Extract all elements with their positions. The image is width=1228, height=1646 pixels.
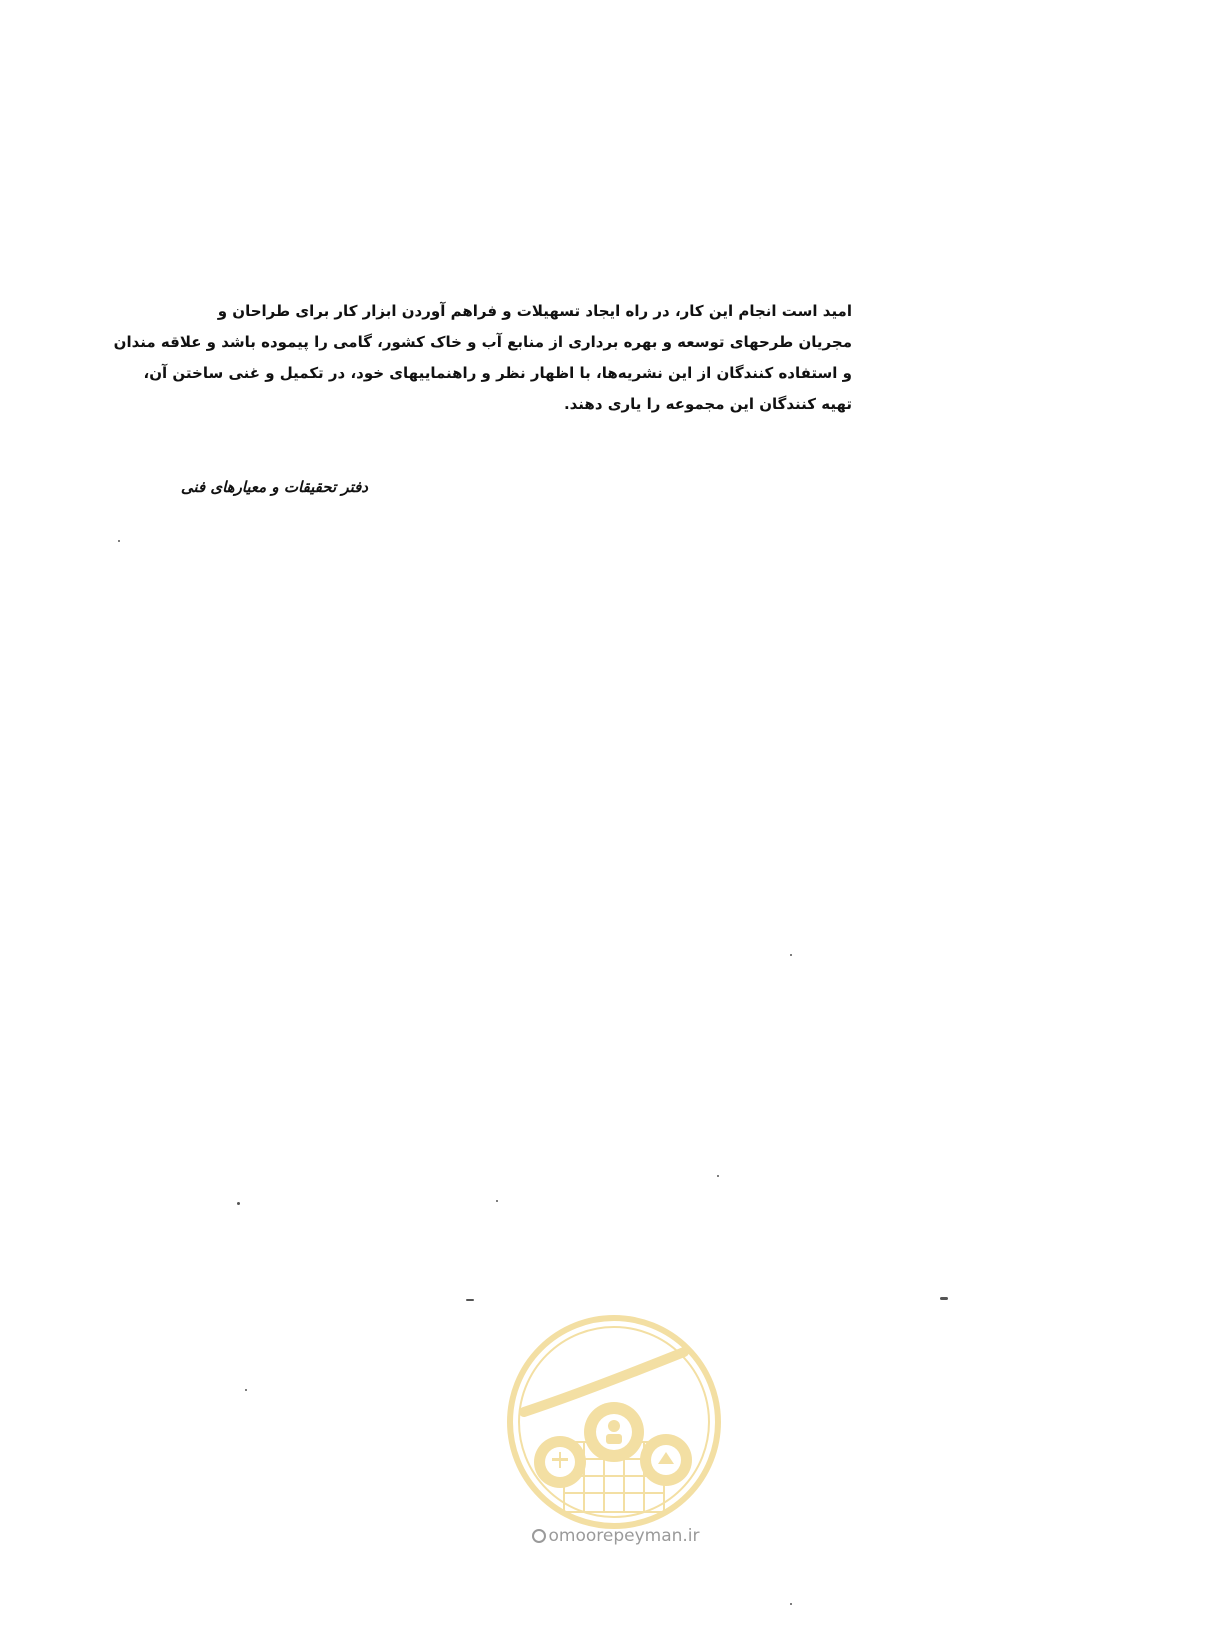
body-line: مجریان طرحهای توسعه و بهره برداری از منابع آب و خاک کشور، گامی را پیموده باشد و علاقه مندان	[113, 333, 852, 351]
watermark-url-text: omoorepeyman.ir	[548, 1526, 700, 1546]
scan-speck	[790, 954, 792, 956]
scan-speck	[496, 1200, 498, 1202]
watermark-url	[516, 1526, 716, 1546]
scan-speck	[245, 1389, 247, 1391]
scan-speck	[466, 1299, 474, 1301]
signature: دفتر تحقیقات و معیارهای فنی	[180, 478, 368, 496]
scan-speck	[118, 540, 120, 542]
watermark-logo	[504, 1312, 724, 1532]
scan-speck	[790, 1603, 792, 1605]
at-sign-icon	[532, 1529, 546, 1543]
body-paragraph	[112, 296, 852, 420]
body-line: تهیه کنندگان این مجموعه را یاری دهند.	[563, 395, 852, 413]
body-line: امید است انجام این کار، در راه ایجاد تسهیلات و فراهم آوردن ابزار کار برای طراحان و	[217, 302, 852, 320]
scan-speck	[717, 1175, 719, 1177]
body-line: و استفاده کنندگان از این نشریه‌ها، با اظهار نظر و راهنماییهای خود، در تکمیل و غنی ساختن آن،	[143, 364, 852, 382]
scan-speck	[940, 1297, 948, 1300]
scan-speck	[237, 1202, 240, 1205]
